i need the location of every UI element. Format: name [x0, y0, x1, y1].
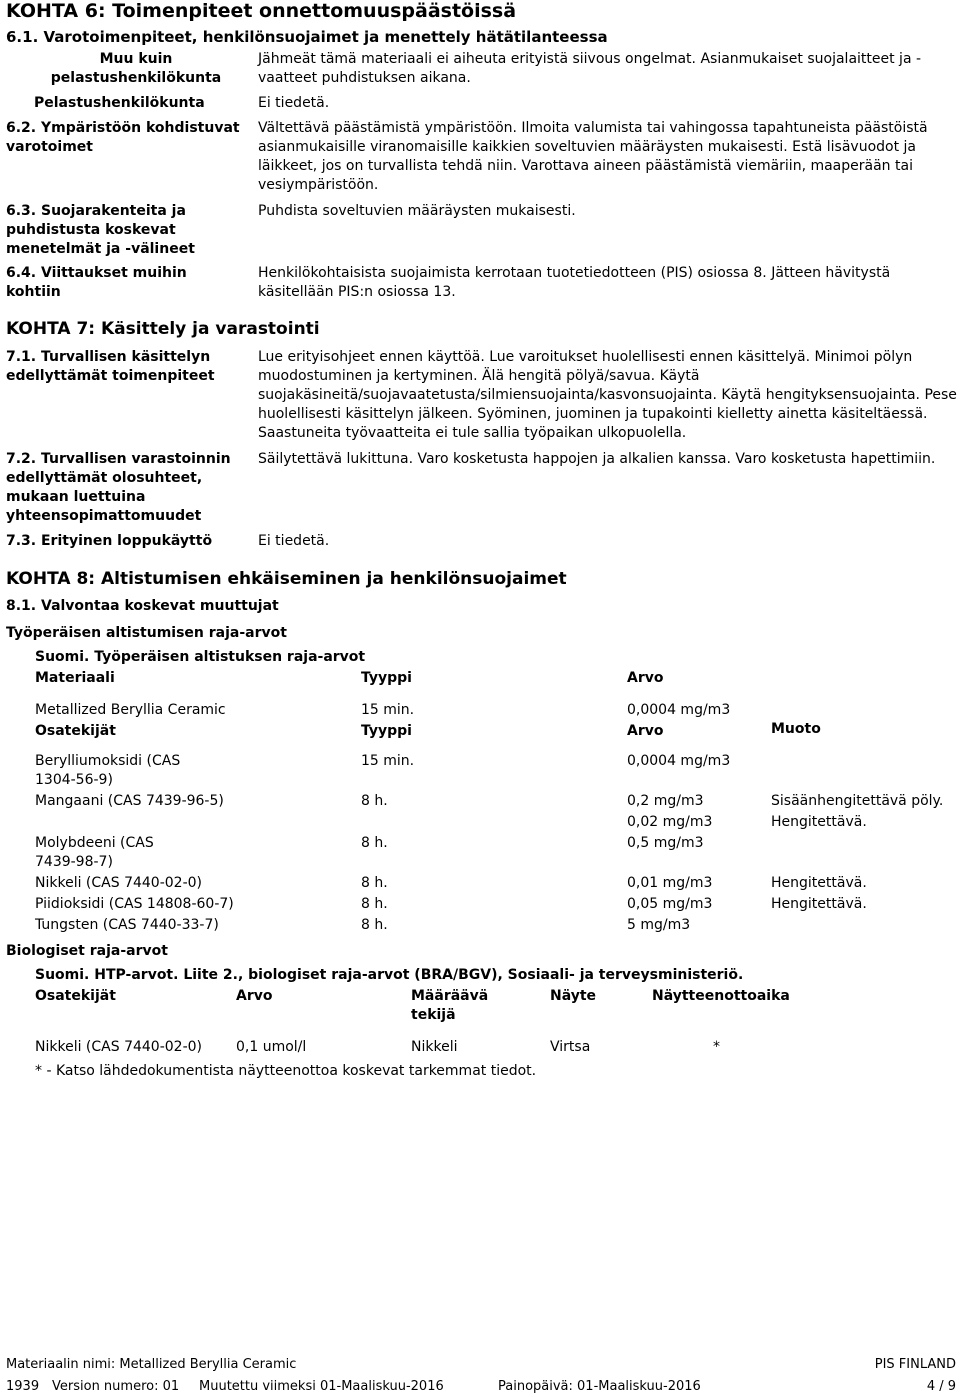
comp-row-4-type: 8 h. [361, 875, 388, 891]
mat-row-material: Metallized Beryllia Ceramic [35, 702, 226, 718]
footer-pis: PIS FINLAND [874, 1357, 956, 1372]
section7-title: KOHTA 7: Käsittely ja varastointi [6, 319, 320, 339]
comp-header-value: Arvo [627, 723, 664, 739]
section8-1-title: 8.1. Valvontaa koskevat muuttujat [6, 598, 279, 614]
s6-3-label: 6.3. Suojarakenteita ja puhdistusta koskevat menetelmät ja -välineet [6, 203, 195, 257]
s7-3-label: 7.3. Erityinen loppukäyttö [6, 533, 213, 549]
footer-modified: Muutettu viimeksi 01-Maaliskuu-2016 [199, 1379, 444, 1394]
s6-3-text: Puhdista soveltuvien määräysten mukaisesti. [258, 203, 576, 219]
section8-title: KOHTA 8: Altistumisen ehkäiseminen ja henkilönsuojaimet [6, 569, 567, 589]
section6-1-title: 6.1. Varotoimenpiteet, henkilönsuojaimet ja menettely hätätilanteessa [6, 28, 608, 46]
comp-row-4-value: 0,01 mg/m3 [627, 875, 713, 891]
s7-2-label: 7.2. Turvallisen varastoinnin edellyttämät olosuhteet, mukaan luettuina yhteensopimattomuudet [6, 451, 231, 524]
comp-row-4-name: Nikkeli (CAS 7440-02-0) [35, 875, 202, 891]
comp-row-1-type: 15 min. [361, 753, 415, 769]
bio-header-sampling-time: Näytteenottoaika [652, 988, 790, 1004]
occupational-limits-title: Työperäisen altistumisen raja-arvot [6, 625, 287, 641]
s7-1-label: 7.1. Turvallisen käsittelyn edellyttämät toimenpiteet [6, 349, 215, 384]
comp-row-2-form: Sisäänhengitettävä pöly. [771, 793, 944, 809]
comp-header-type: Tyyppi [361, 723, 412, 739]
footer-version: Version numero: 01 [52, 1379, 180, 1394]
s7-2-text: Säilytettävä lukittuna. Varo kosketusta happojen ja alkalien kanssa. Varo kosketusta hapettimiin. [258, 451, 936, 467]
s6-2-label: 6.2. Ympäristöön kohdistuvat varotoimet [6, 120, 240, 155]
section6-title: KOHTA 6: Toimenpiteet onnettomuuspäästöissä [6, 0, 517, 22]
bio-header-component: Osatekijät [35, 988, 116, 1004]
comp-header-component: Osatekijät [35, 723, 116, 739]
comp-row-3-value: 0,5 mg/m3 [627, 835, 704, 851]
biological-limits-title: Biologiset raja-arvot [6, 943, 168, 959]
comp-header-form: Muoto [771, 721, 821, 737]
bio-row-sampling-time: * [713, 1039, 720, 1055]
bio-row-value: 0,1 umol/l [236, 1039, 307, 1055]
footer-material-name: Materiaalin nimi: Metallized Beryllia Ceramic [6, 1357, 297, 1372]
s7-1-text: Lue erityisohjeet ennen käyttöä. Lue varoitukset huolellisesti ennen käsittelyä. Minimoi pölyn muodostuminen ja kertyminen. Älä hengitä pölyä/savua. Käytä suojakäsineitä/suojavaatetusta/silmiensuojainta/kasvonsuojainta. Käytä hengityksensuojainta. Pese huolellisesti käsittelyn jälkeen. Syöminen, juominen ja tupakointi kielletty ainetta käsiteltäessä. Saastuneita työvaatteita ei tule sallia työpaikan ulkopuolella. [258, 349, 957, 441]
s7-3-text: Ei tiedetä. [258, 533, 330, 549]
comp-row-5-form: Hengitettävä. [771, 896, 867, 912]
s6-row2-label: Pelastushenkilökunta [34, 95, 205, 111]
comp-row-2-name: Mangaani (CAS 7439-96-5) [35, 793, 224, 809]
footer-printed: Painopäivä: 01-Maaliskuu-2016 [498, 1379, 701, 1394]
comp-row-5-value: 0,05 mg/m3 [627, 896, 713, 912]
footer-code: 1939 [6, 1379, 40, 1394]
comp-row-2-value-b: 0,02 mg/m3 [627, 814, 713, 830]
bio-row-component: Nikkeli (CAS 7440-02-0) [35, 1039, 202, 1055]
s6-row1-label: Muu kuin pelastushenkilökunta [50, 51, 222, 86]
occupational-limits-subtitle: Suomi. Työperäisen altistuksen raja-arvot [35, 649, 366, 665]
mat-header-material: Materiaali [35, 670, 115, 686]
s6-row1-text: Jähmeät tämä materiaali ei aiheuta erityistä siivous ongelmat. Asianmukaiset suojalaitteet ja -vaatteet puhdistuksen aikana. [258, 51, 922, 86]
comp-row-1-name: Berylliumoksidi (CAS 1304-56-9) [35, 753, 181, 788]
mat-header-value: Arvo [627, 670, 664, 686]
comp-row-1-value: 0,0004 mg/m3 [627, 753, 731, 769]
bio-row-sample: Virtsa [550, 1039, 591, 1055]
s6-4-label: 6.4. Viittaukset muihin kohtiin [6, 265, 187, 300]
comp-row-2-value: 0,2 mg/m3 [627, 793, 704, 809]
bio-row-determinant: Nikkeli [411, 1039, 458, 1055]
s6-4-text: Henkilökohtaisista suojaimista kerrotaan tuotetiedotteen (PIS) osiossa 8. Jätteen hävitystä käsitellään PIS:n osiossa 13. [258, 265, 891, 300]
mat-header-type: Tyyppi [361, 670, 412, 686]
comp-row-3-name: Molybdeeni (CAS 7439-98-7) [35, 835, 154, 870]
comp-row-2-type: 8 h. [361, 793, 388, 809]
s6-2-text: Vältettävä päästämistä ympäristöön. Ilmoita valumista tai vahingossa tapahtuneista päästöistä asianmukaisille viranomaisille kaikkien soveltuvien määräysten mukaisesti. Estä lisävuodot ja läikkeet, jos on turvallista tehdä niin. Varottava aineen päästämistä viemäriin, maaperään tai vesiympäristöön. [258, 120, 928, 193]
bio-header-value: Arvo [236, 988, 273, 1004]
comp-row-5-type: 8 h. [361, 896, 388, 912]
footer-page: 4 / 9 [926, 1379, 956, 1394]
bio-header-sample: Näyte [550, 988, 597, 1004]
comp-row-3-type: 8 h. [361, 835, 388, 851]
comp-row-5-name: Piidioksidi (CAS 14808-60-7) [35, 896, 234, 912]
comp-row-2-form-b: Hengitettävä. [771, 814, 867, 830]
mat-row-value: 0,0004 mg/m3 [627, 702, 731, 718]
s6-row2-text: Ei tiedetä. [258, 95, 330, 111]
comp-row-6-value: 5 mg/m3 [627, 917, 691, 933]
bio-header-determinant: Määräävä tekijä [411, 988, 489, 1023]
bio-footnote: * - Katso lähdedokumentista näytteenottoa koskevat tarkemmat tiedot. [35, 1063, 537, 1079]
comp-row-4-form: Hengitettävä. [771, 875, 867, 891]
biological-limits-subtitle: Suomi. HTP-arvot. Liite 2., biologiset raja-arvot (BRA/BGV), Sosiaali- ja terveysministeriö. [35, 967, 744, 983]
mat-row-type: 15 min. [361, 702, 415, 718]
comp-row-6-name: Tungsten (CAS 7440-33-7) [35, 917, 219, 933]
comp-row-6-type: 8 h. [361, 917, 388, 933]
